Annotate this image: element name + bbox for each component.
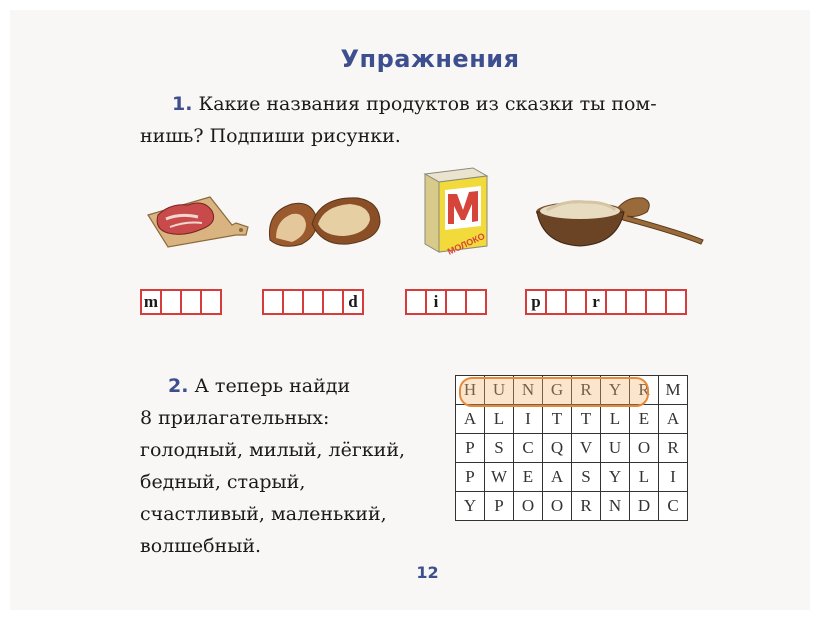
exercise-1-line-2: нишь? Подпиши рисунки.	[140, 125, 401, 147]
word-box-cell[interactable]	[645, 289, 667, 315]
grid-cell[interactable]: G	[543, 376, 572, 405]
grid-cell[interactable]: U	[601, 434, 630, 463]
grid-cell[interactable]: N	[601, 492, 630, 521]
word-box-cell[interactable]	[262, 289, 284, 315]
exercise-2-line: счастливый, маленький,	[140, 503, 387, 525]
word-box-cell[interactable]	[665, 289, 687, 315]
exercise-1-number: 1.	[172, 93, 193, 115]
grid-cell[interactable]: L	[601, 405, 630, 434]
grid-row	[456, 376, 688, 405]
meat-image	[140, 185, 250, 250]
word-box-cell[interactable]	[180, 289, 202, 315]
grid-cell[interactable]: A	[543, 463, 572, 492]
grid-row	[456, 434, 688, 463]
word-box-cell[interactable]: d	[342, 289, 364, 315]
word-box-cell[interactable]	[405, 289, 427, 315]
word-box-cell[interactable]: p	[525, 289, 547, 315]
word-box-cell[interactable]	[282, 289, 304, 315]
grid-cell[interactable]: A	[659, 405, 688, 434]
grid-cell[interactable]: T	[543, 405, 572, 434]
word-box-cell[interactable]	[160, 289, 182, 315]
grid-cell[interactable]: W	[485, 463, 514, 492]
grid-cell[interactable]: M	[659, 376, 688, 405]
exercise-1-text	[140, 88, 725, 152]
grid-cell[interactable]: I	[514, 405, 543, 434]
milk-carton-image	[415, 162, 493, 257]
grid-cell[interactable]: V	[572, 434, 601, 463]
exercise-2-line: волшебный.	[140, 535, 262, 557]
word-box-cell[interactable]	[465, 289, 487, 315]
grid-cell[interactable]: Y	[601, 376, 630, 405]
grid-cell[interactable]: P	[485, 492, 514, 521]
exercise-1-line-1: Какие названия продуктов из сказки ты пом-	[198, 93, 657, 115]
word-box-cell[interactable]	[545, 289, 567, 315]
word-box-cell[interactable]	[322, 289, 344, 315]
grid-cell[interactable]: R	[572, 376, 601, 405]
grid-row	[456, 463, 688, 492]
grid-cell[interactable]: D	[630, 492, 659, 521]
word-search-grid	[455, 375, 688, 521]
grid-cell[interactable]: L	[485, 405, 514, 434]
grid-cell[interactable]: O	[630, 434, 659, 463]
grid-cell[interactable]: C	[514, 434, 543, 463]
grid-cell[interactable]: E	[630, 405, 659, 434]
grid-cell[interactable]: Q	[543, 434, 572, 463]
grid-cell[interactable]: R	[659, 434, 688, 463]
word-box-group-2	[262, 289, 362, 315]
grid-cell[interactable]: C	[659, 492, 688, 521]
grid-row	[456, 492, 688, 521]
grid-cell[interactable]: E	[514, 463, 543, 492]
grid-cell[interactable]: P	[456, 463, 485, 492]
grid-cell[interactable]: A	[456, 405, 485, 434]
grid-cell[interactable]: S	[485, 434, 514, 463]
exercise-2-line: бедный, старый,	[140, 471, 306, 493]
word-box-cell[interactable]	[565, 289, 587, 315]
page-title: Упражнения	[340, 45, 520, 73]
grid-cell[interactable]: R	[630, 376, 659, 405]
milk-carton-label: МОЛОКО	[445, 230, 487, 257]
exercise-2-line: А теперь найди	[194, 375, 351, 397]
grid-cell[interactable]: H	[456, 376, 485, 405]
porridge-image	[535, 188, 710, 253]
word-box-cell[interactable]: m	[140, 289, 162, 315]
word-box-cell[interactable]	[445, 289, 467, 315]
grid-cell[interactable]: O	[514, 492, 543, 521]
word-box-cell[interactable]: r	[585, 289, 607, 315]
word-box-group-1	[140, 289, 220, 315]
grid-cell[interactable]: P	[456, 434, 485, 463]
grid-cell[interactable]: N	[514, 376, 543, 405]
exercise-2-line: 8 прилагательных:	[140, 407, 330, 429]
grid-row	[456, 405, 688, 434]
word-box-group-4	[525, 289, 685, 315]
exercise-2-line: голодный, милый, лёгкий,	[140, 439, 406, 461]
exercise-2-number: 2.	[168, 375, 189, 397]
exercise-2-text	[140, 370, 440, 562]
word-box-cell[interactable]	[200, 289, 222, 315]
grid-cell[interactable]: T	[572, 405, 601, 434]
grid-cell[interactable]: I	[659, 463, 688, 492]
grid-cell[interactable]: S	[572, 463, 601, 492]
bread-image	[262, 190, 387, 252]
grid-cell[interactable]: R	[572, 492, 601, 521]
grid-cell[interactable]: L	[630, 463, 659, 492]
grid-cell[interactable]: O	[543, 492, 572, 521]
word-box-cell[interactable]	[605, 289, 627, 315]
word-box-group-3	[405, 289, 485, 315]
grid-cell[interactable]: U	[485, 376, 514, 405]
word-box-cell[interactable]	[625, 289, 647, 315]
grid-cell[interactable]: Y	[601, 463, 630, 492]
word-box-cell[interactable]	[302, 289, 324, 315]
word-box-cell[interactable]: i	[425, 289, 447, 315]
grid-cell[interactable]: Y	[456, 492, 485, 521]
page-number: 12	[416, 563, 439, 582]
